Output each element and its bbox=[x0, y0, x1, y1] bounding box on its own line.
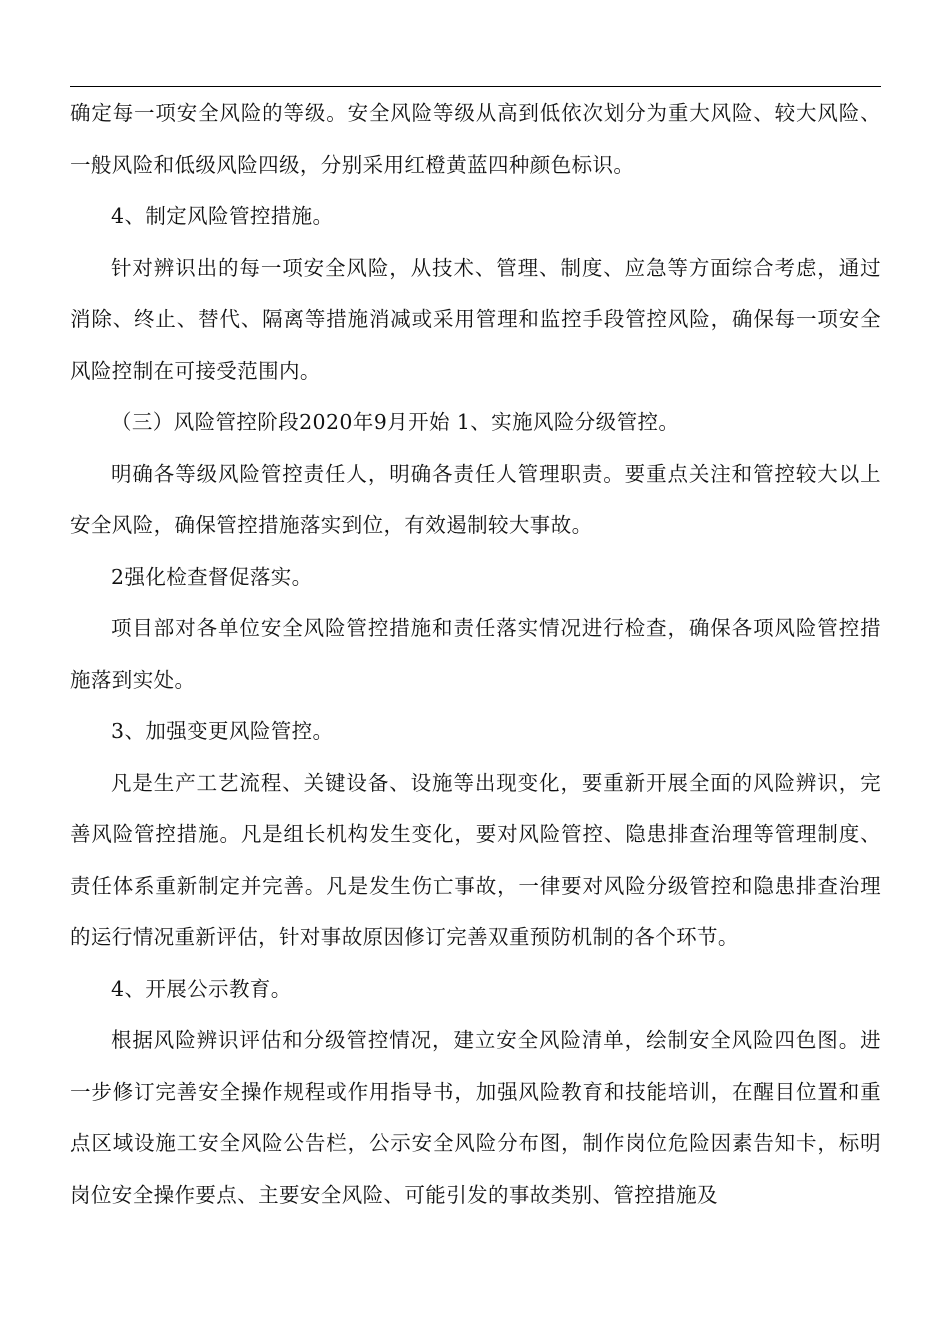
document-body bbox=[70, 88, 881, 1221]
paragraph-public-education: 根据风险辨识评估和分级管控情况，建立安全风险清单，绘制安全风险四色图。进一步修订完善安全操作规程或作用指导书，加强风险教育和技能培训，在醒目位置和重点区域设施工安全风险公告栏，公示安全风险分布图，制作岗位危险因素告知卡，标明岗位安全操作要点、主要安全风险、可能引发的事故类别、管控措施及 bbox=[70, 1028, 881, 1207]
paragraph-responsibility: 明确各等级风险管控责任人，明确各责任人管理职责。要重点关注和管控较大以上安全风险，确保管控措施落实到位，有效遏制较大事故。 bbox=[70, 461, 881, 537]
paragraph-inspection: 项目部对各单位安全风险管控措施和责任落实情况进行检查，确保各项风险管控措施落到实处。 bbox=[70, 616, 881, 692]
heading-risk-control-stage: （三）风险管控阶段2020年9月开始 1、实施风险分级管控。 bbox=[111, 410, 680, 434]
header-rule bbox=[70, 86, 881, 87]
paragraph-control-measures: 针对辨识出的每一项安全风险，从技术、管理、制度、应急等方面综合考虑，通过消除、终止、替代、隔离等措施消减或采用管理和监控手段管控风险，确保每一项安全风险控制在可接受范围内。 bbox=[70, 255, 881, 383]
heading-control-measures: 4、制定风险管控措施。 bbox=[111, 204, 334, 228]
paragraph-risk-levels: 确定每一项安全风险的等级。安全风险等级从高到低依次划分为重大风险、较大风险、一般风险和低级风险四级，分别采用红橙黄蓝四种颜色标识。 bbox=[70, 101, 881, 177]
heading-public-education: 4、开展公示教育。 bbox=[111, 976, 292, 1001]
heading-change-control: 3、加强变更风险管控。 bbox=[111, 719, 334, 743]
heading-inspection: 2强化检查督促落实。 bbox=[111, 564, 313, 589]
paragraph-change-control: 凡是生产工艺流程、关键设备、设施等出现变化，要重新开展全面的风险辨识，完善风险管控措施。凡是组长机构发生变化，要对风险管控、隐患排查治理等管理制度、责任体系重新制定并完善。凡是发生伤亡事故，一律要对风险分级管控和隐患排查治理的运行情况重新评估，针对事故原因修订完善双重预防机制的各个环节。 bbox=[70, 770, 881, 949]
